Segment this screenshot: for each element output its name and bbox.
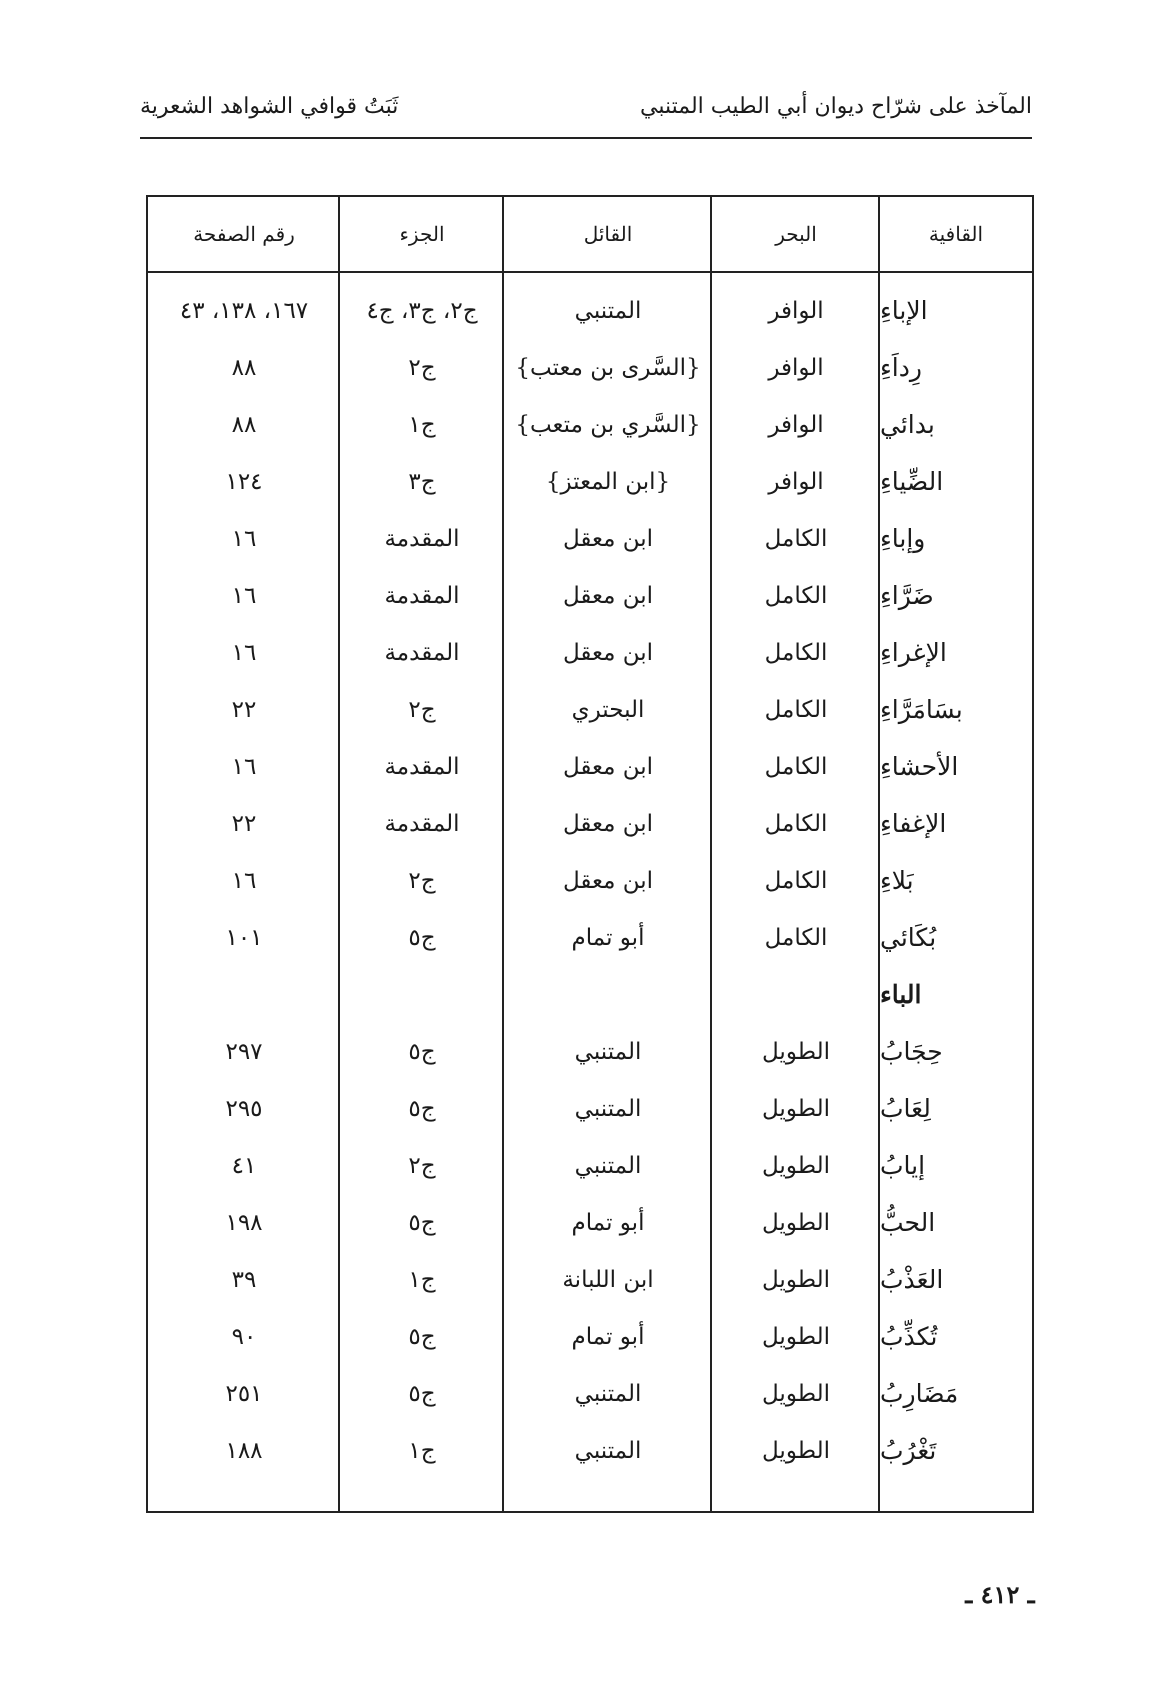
cell-qafia: تُكذِّبُ xyxy=(880,1322,938,1351)
cell-qail: ابن معقل xyxy=(562,753,654,780)
cell-bahr: الطويل xyxy=(762,1038,830,1065)
table-row xyxy=(148,909,1032,966)
cell-qafia: الإباءِ xyxy=(880,296,928,325)
cell-juz: ج٥ xyxy=(408,1038,436,1065)
cell-qafia: حِجَابُ xyxy=(880,1037,943,1066)
cell-qail: البحتري xyxy=(571,696,645,723)
cell-qail: ابن معقل xyxy=(562,525,654,552)
running-head xyxy=(140,88,1032,136)
cell-page: ١٦ xyxy=(231,639,257,666)
cell-bahr: الوافر xyxy=(768,297,824,324)
cell-juz: المقدمة xyxy=(384,810,460,837)
cell-juz: ج٢ xyxy=(408,1152,436,1179)
cell-qafia: رِداَءِ xyxy=(880,353,922,382)
cell-page: ٢٢ xyxy=(231,696,257,723)
cell-page: ١٦ xyxy=(231,525,257,552)
table-row xyxy=(148,567,1032,624)
cell-page: ١٠١ xyxy=(225,924,263,951)
cell-page: ١٩٨ xyxy=(225,1209,263,1236)
cell-juz: ج١ xyxy=(408,1437,436,1464)
cell-qafia: بسَامَرَّاءِ xyxy=(880,695,963,724)
cell-page: ٤١ xyxy=(231,1152,257,1179)
cell-qail: {السَّري بن متعب} xyxy=(515,411,701,438)
column-header-page: رقم الصفحة xyxy=(193,222,295,246)
cell-page: ١٦ xyxy=(231,582,257,609)
cell-page: ٩٠ xyxy=(231,1323,257,1350)
cell-bahr: الطويل xyxy=(762,1380,830,1407)
cell-qail: أبو تمام xyxy=(571,1209,645,1236)
cell-page: ٢٢ xyxy=(231,810,257,837)
table-row xyxy=(148,852,1032,909)
cell-juz: ج٢، ج٣، ج٤ xyxy=(366,297,478,324)
cell-qail: أبو تمام xyxy=(571,1323,645,1350)
cell-juz: المقدمة xyxy=(384,753,460,780)
cell-qail: {ابن المعتز} xyxy=(545,468,671,495)
cell-page: ١٦ xyxy=(231,867,257,894)
table-row xyxy=(148,1194,1032,1251)
cell-page: ٢٥١ xyxy=(225,1380,263,1407)
cell-qafia: مَضَارِبُ xyxy=(880,1379,959,1408)
table-row xyxy=(148,1251,1032,1308)
table-row xyxy=(148,1422,1032,1479)
cell-qafia: الأحشاءِ xyxy=(880,752,959,781)
cell-qail: أبو تمام xyxy=(571,924,645,951)
cell-qail: المتنبي xyxy=(574,1437,642,1464)
cell-bahr: الوافر xyxy=(768,468,824,495)
cell-page: ٣٩ xyxy=(231,1266,257,1293)
cell-qail xyxy=(504,966,712,1023)
table-row xyxy=(148,681,1032,738)
cell-qafia: تَغْرُبُ xyxy=(880,1436,937,1465)
cell-juz: ج٥ xyxy=(408,1380,436,1407)
cell-page: ١٢٤ xyxy=(225,468,263,495)
cell-juz: المقدمة xyxy=(384,525,460,552)
table-row xyxy=(148,738,1032,795)
cell-bahr: الوافر xyxy=(768,411,824,438)
cell-bahr: الكامل xyxy=(764,810,828,837)
cell-bahr: الوافر xyxy=(768,354,824,381)
cell-page: ١٦ xyxy=(231,753,257,780)
cell-qail: ابن معقل xyxy=(562,810,654,837)
table-row xyxy=(148,453,1032,510)
section-title: ثَبَتُ قوافي الشواهد الشعرية xyxy=(140,94,399,119)
header-divider xyxy=(148,271,1032,273)
cell-bahr: الطويل xyxy=(762,1095,830,1122)
cell-page: ٢٩٥ xyxy=(225,1095,263,1122)
cell-juz: ج٢ xyxy=(408,696,436,723)
cell-qafia: لِعَابُ xyxy=(880,1094,931,1123)
cell-bahr: الكامل xyxy=(764,696,828,723)
table-row xyxy=(148,1308,1032,1365)
rhyme-index-table xyxy=(146,195,1034,1513)
cell-qafia: الإغراءِ xyxy=(880,638,947,667)
table-row xyxy=(148,396,1032,453)
cell-page: ١٨٨ xyxy=(225,1437,263,1464)
cell-juz: ج٥ xyxy=(408,1209,436,1236)
header-rule xyxy=(140,137,1032,139)
cell-page xyxy=(148,966,340,1023)
column-header-qail: القائل xyxy=(583,222,633,246)
cell-qail: ابن معقل xyxy=(562,582,654,609)
table-row xyxy=(148,795,1032,852)
cell-juz: ج١ xyxy=(408,411,436,438)
cell-qail: المتنبي xyxy=(574,1380,642,1407)
cell-bahr: الكامل xyxy=(764,639,828,666)
cell-bahr: الطويل xyxy=(762,1266,830,1293)
table-row xyxy=(148,1023,1032,1080)
section-heading-row xyxy=(148,966,1032,1023)
cell-juz: ج٣ xyxy=(408,468,436,495)
cell-qail: ابن معقل xyxy=(562,639,654,666)
cell-bahr: الطويل xyxy=(762,1152,830,1179)
cell-bahr xyxy=(712,966,880,1023)
cell-qail: المتنبي xyxy=(574,1095,642,1122)
table-row xyxy=(148,1137,1032,1194)
cell-juz: ج٥ xyxy=(408,1095,436,1122)
cell-page: ٢٩٧ xyxy=(225,1038,263,1065)
cell-qail: ابن اللبانة xyxy=(562,1266,654,1293)
table-row xyxy=(148,282,1032,339)
cell-page: ٨٨ xyxy=(231,411,257,438)
cell-bahr: الطويل xyxy=(762,1437,830,1464)
cell-qail: المتنبي xyxy=(574,1038,642,1065)
cell-page: ١٦٧، ١٣٨، ٤٣ xyxy=(179,297,309,324)
cell-qafia: بدائي xyxy=(880,410,935,439)
cell-qail: المتنبي xyxy=(574,1152,642,1179)
cell-qafia: الحبُّ xyxy=(880,1208,936,1237)
cell-qafia: بُكَائي xyxy=(880,923,937,952)
cell-qafia: الباء xyxy=(880,980,922,1009)
table-header-row xyxy=(148,197,1032,271)
column-header-juz: الجزء xyxy=(399,222,445,246)
cell-juz: ج١ xyxy=(408,1266,436,1293)
cell-qafia: بَلاءِ xyxy=(880,866,914,895)
cell-bahr: الكامل xyxy=(764,525,828,552)
table-row xyxy=(148,510,1032,567)
cell-qafia: وإباءِ xyxy=(880,524,926,553)
cell-juz: ج٥ xyxy=(408,1323,436,1350)
cell-qafia: ضَرَّاءِ xyxy=(880,581,934,610)
cell-juz: ج٥ xyxy=(408,924,436,951)
table-row xyxy=(148,339,1032,396)
cell-qail: {السَّرى بن معتب} xyxy=(515,354,701,381)
cell-bahr: الطويل xyxy=(762,1209,830,1236)
cell-page: ٨٨ xyxy=(231,354,257,381)
table-row xyxy=(148,624,1032,681)
cell-juz: ج٢ xyxy=(408,867,436,894)
page-number: ـ ٤١٢ ـ xyxy=(965,1580,1035,1609)
book-title: المآخذ على شرّاح ديوان أبي الطيب المتنبي xyxy=(640,94,1032,119)
cell-juz: المقدمة xyxy=(384,639,460,666)
cell-bahr: الكامل xyxy=(764,753,828,780)
cell-juz xyxy=(340,966,504,1023)
cell-qail: ابن معقل xyxy=(562,867,654,894)
cell-bahr: الطويل xyxy=(762,1323,830,1350)
cell-qafia: العَذْبُ xyxy=(880,1265,944,1294)
cell-juz: ج٢ xyxy=(408,354,436,381)
cell-qafia: الإغفاءِ xyxy=(880,809,947,838)
table-row xyxy=(148,1365,1032,1422)
cell-bahr: الكامل xyxy=(764,582,828,609)
cell-qafia: إيابُ xyxy=(880,1151,926,1180)
cell-qafia: الضِّياءِ xyxy=(880,467,944,496)
column-header-bahr: البحر xyxy=(775,222,817,246)
cell-qail: المتنبي xyxy=(574,297,642,324)
cell-bahr: الكامل xyxy=(764,867,828,894)
cell-bahr: الكامل xyxy=(764,924,828,951)
cell-juz: المقدمة xyxy=(384,582,460,609)
column-header-qafia: القافية xyxy=(928,222,984,246)
table-row xyxy=(148,1080,1032,1137)
